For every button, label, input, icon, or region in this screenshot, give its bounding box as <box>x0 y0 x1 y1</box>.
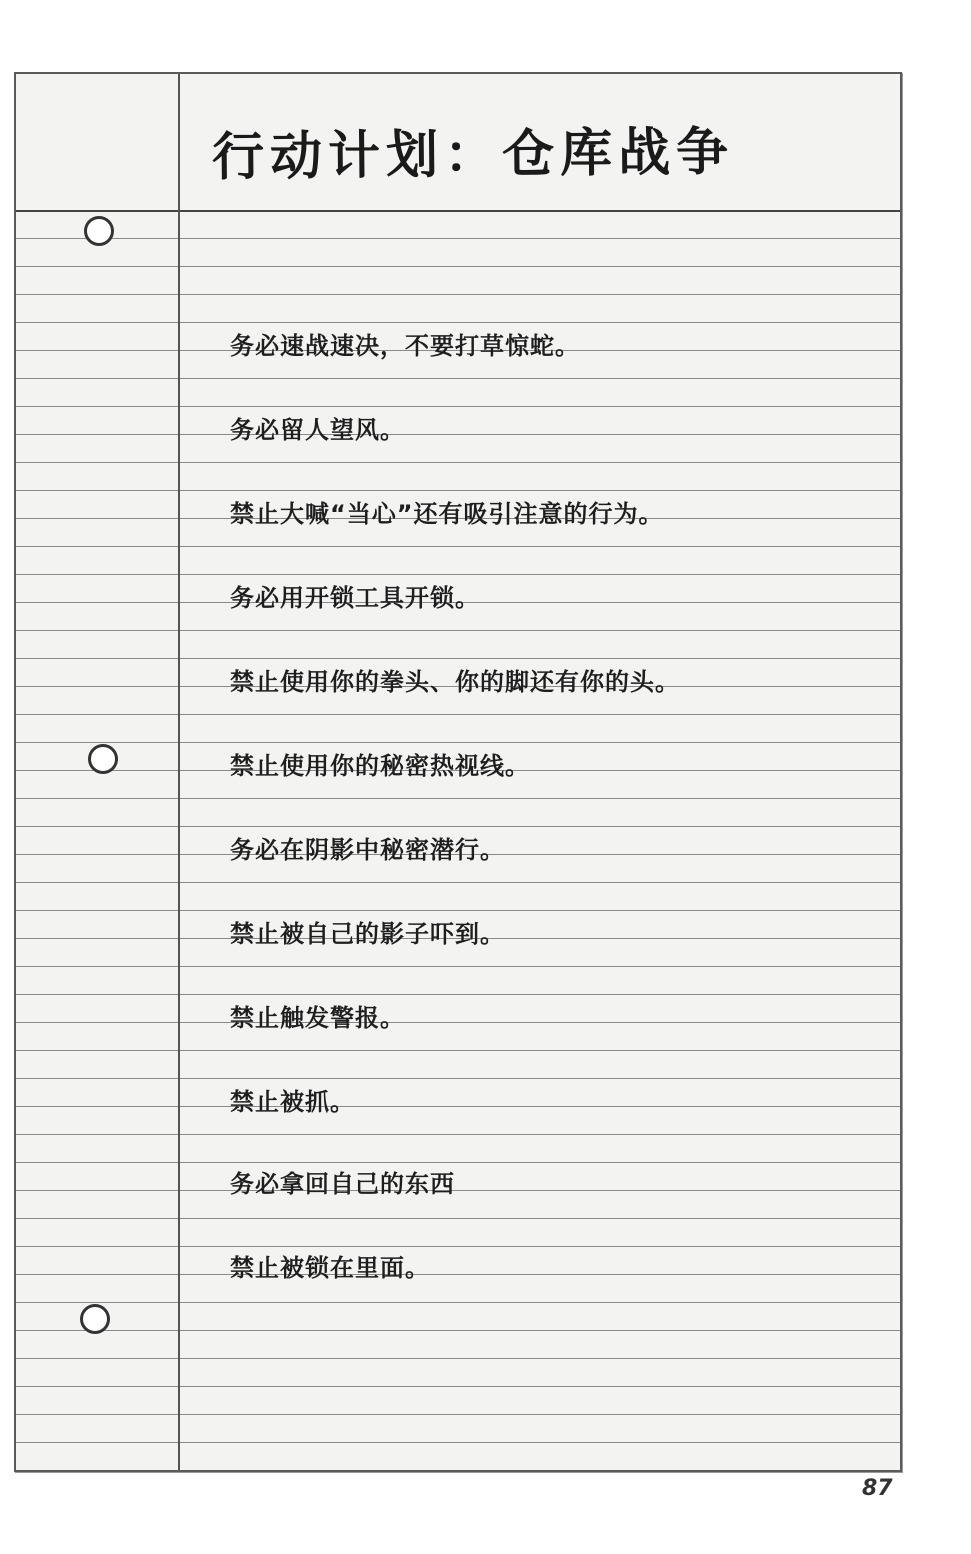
ruled-line <box>16 742 900 743</box>
page-number: 87 <box>862 1476 893 1501</box>
ruled-line <box>16 1414 900 1415</box>
ruled-line <box>16 1386 900 1387</box>
ruled-line <box>16 1246 900 1247</box>
margin-line <box>178 74 180 1470</box>
ruled-line <box>16 910 900 911</box>
rule-item: 务必用开锁工具开锁。 <box>230 584 480 612</box>
ruled-line <box>16 630 900 631</box>
binder-hole <box>84 216 114 246</box>
header-rule <box>16 210 900 212</box>
ruled-line <box>16 1330 900 1331</box>
ruled-line <box>16 378 900 379</box>
ruled-line <box>16 1218 900 1219</box>
page-title: 行动计划：仓库战争 <box>211 122 735 188</box>
ruled-line <box>16 1274 900 1275</box>
ruled-line <box>16 798 900 799</box>
ruled-line <box>16 1162 900 1163</box>
rule-item: 禁止被自己的影子吓到。 <box>230 920 505 948</box>
ruled-line <box>16 238 900 239</box>
rule-item: 禁止被抓。 <box>230 1088 355 1116</box>
ruled-line <box>16 546 900 547</box>
ruled-line <box>16 1358 900 1359</box>
rule-item: 禁止触发警报。 <box>230 1004 405 1032</box>
ruled-line <box>16 294 900 295</box>
ruled-line <box>16 1106 900 1107</box>
binder-hole <box>88 744 118 774</box>
ruled-line <box>16 1078 900 1079</box>
rule-item: 禁止被锁在里面。 <box>230 1254 430 1282</box>
binder-hole <box>80 1304 110 1334</box>
rule-item: 禁止使用你的秘密热视线。 <box>230 752 530 780</box>
rule-item: 务必在阴影中秘密潜行。 <box>230 836 505 864</box>
rule-item: 务必速战速决，不要打草惊蛇。 <box>230 332 580 360</box>
rule-item: 禁止大喊“当心”还有吸引注意的行为。 <box>230 500 664 528</box>
ruled-line <box>16 462 900 463</box>
ruled-line <box>16 1022 900 1023</box>
ruled-line <box>16 322 900 323</box>
ruled-line <box>16 994 900 995</box>
ruled-line <box>16 1190 900 1191</box>
ruled-line <box>16 434 900 435</box>
ruled-line <box>16 966 900 967</box>
rule-item: 禁止使用你的拳头、你的脚还有你的头。 <box>230 668 680 696</box>
ruled-line <box>16 826 900 827</box>
rule-item: 务必留人望风。 <box>230 416 405 444</box>
ruled-line <box>16 574 900 575</box>
ruled-line <box>16 658 900 659</box>
rule-item: 务必拿回自己的东西 <box>230 1170 455 1198</box>
ruled-line <box>16 1134 900 1135</box>
ruled-line <box>16 882 900 883</box>
ruled-line <box>16 490 900 491</box>
ruled-line <box>16 1442 900 1443</box>
ruled-line <box>16 1050 900 1051</box>
ruled-line <box>16 406 900 407</box>
ruled-line <box>16 714 900 715</box>
ruled-line <box>16 1302 900 1303</box>
notebook-page <box>14 72 902 1472</box>
ruled-line <box>16 266 900 267</box>
